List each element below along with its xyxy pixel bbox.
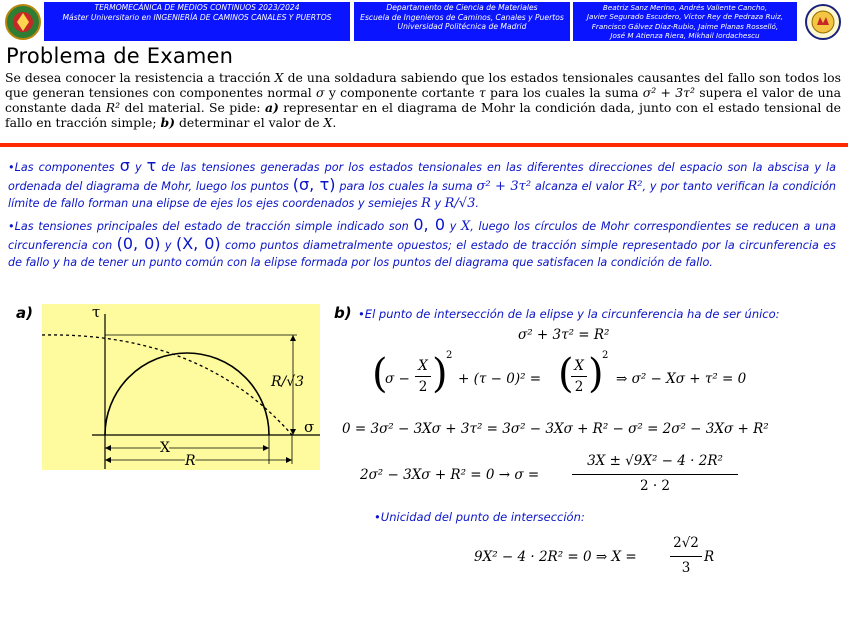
tau-axis-label: τ [92, 304, 101, 321]
header-course-box [44, 2, 350, 41]
eq2-middle: + (τ − 0)² = [458, 371, 542, 387]
equation-substitution: 0 = 3σ² − 3Xσ + 3τ² = 3σ² − 3Xσ + R² − σ² = 2σ² − 3Xσ + R² [342, 421, 769, 437]
frac2-den: 2 [574, 379, 584, 395]
paren-right-2: ) [588, 351, 604, 397]
result-bar [670, 556, 702, 557]
department: Departamento de Ciencia de Materiales [386, 3, 538, 12]
course-degree: Máster Universitario en INGENIERÍA DE CAMINOS CANALES Y PUERTOS [62, 12, 332, 22]
header-authors-box [573, 2, 797, 41]
quadratic-bar [572, 474, 738, 475]
eq2-right: ⇒ σ² − Xσ + τ² = 0 [616, 371, 747, 387]
school: Escuela de Ingenieros de Caminos, Canales y Puertos [360, 12, 564, 22]
mohr-circle [105, 353, 269, 435]
part-a-label: a) [16, 304, 33, 322]
section-divider [0, 143, 848, 147]
x-dimension-label: X [160, 440, 170, 456]
x-dim-arrow-left-icon [105, 445, 111, 451]
mohr-diagram [42, 304, 320, 470]
r-dim-arrow-left-icon [105, 457, 111, 463]
result-num: 2√2 [673, 535, 699, 551]
bullet-ellipse-explanation: •Las componentes σ y τ de las tensiones generadas por los estados tensionales en las diferentes direcciones del espacio son la abscisa y la ordenada del diagrama de Mohr, luego los puntos (σ, τ) para los cuales la suma σ² + 3τ² alcanza el valor R², y por tanto verifican la condición límite de fallo forman una elipse de ejes los ejes coordenados y semiejes R y R/√3. [8, 156, 837, 211]
semi-axis-label: R/√3 [271, 374, 305, 390]
r-dim-arrow-right-icon [286, 457, 292, 463]
failure-ellipse [42, 335, 292, 435]
paren-right: ) [432, 351, 448, 397]
frac2-num: X [574, 358, 584, 374]
problem-statement: Se desea conocer la resistencia a tracción X de una soldadura sabiendo que los estados tensionales causantes del fallo son todos los que generan tensiones con componentes normal σ y componente cortante τ para los cuales la suma σ² + 3τ² supera el valor de una constante dada R² del material. Se pide: a) representar en el diagrama de Mohr la condición dada, junto con el estado tensional de fallo en tracción simple; b) determinar el valor de X. [5, 70, 841, 130]
quadratic-left: 2σ² − 3Xσ + R² = 0 → σ = [360, 467, 540, 483]
part-b-intro: •El punto de intersección de la elipse y la circunferencia ha de ser único: [358, 307, 780, 321]
quadratic-num: 3X ± √9X² − 4 · 2R² [587, 453, 723, 469]
frac1-num: X [418, 358, 428, 374]
frac1-bar [415, 376, 431, 377]
authors-line-3: Francisco Gálvez Díaz-Rubio, Jaime Planas Rosselló, [591, 21, 779, 31]
bullet-circle-explanation: •Las tensiones principales del estado de tracción simple indicado son 0, 0 y X, luego los círculos de Mohr correspondientes se reducen a una circunferencia con (0, 0) y (X, 0) como puntos diametralmente opuestos; el estado de tracción simple representado por la circunferencia es de fallo y ha de tener un punto común con la elipse formada por los puntos del diagrama que satisfacen la condición de fallo. [8, 215, 837, 269]
authors-line-2: Javier Segurado Escudero, Víctor Rey de Pedraza Ruiz, [586, 12, 784, 22]
university: Universidad Politécnica de Madrid [397, 22, 527, 32]
page-title: Problema de Examen [6, 44, 234, 68]
course-title: TERMOMECÁNICA DE MEDIOS CONTINUOS 2023/2024 [94, 3, 300, 12]
university-crest-icon [4, 3, 42, 41]
exp2: 2 [602, 350, 609, 361]
x-dim-arrow-right-icon [263, 445, 269, 451]
part-b-label: b) [334, 304, 352, 322]
paren-left-2: ( [558, 351, 574, 397]
result-den: 3 [681, 560, 691, 576]
sigma-axis-label: σ [304, 418, 315, 436]
sigma-minus: σ − [385, 371, 410, 387]
authors-line-4: José M Atienza Riera, Mikhail Iordachescu [610, 31, 760, 41]
upm-seal-icon [804, 3, 842, 41]
uniqueness-note: •Unicidad del punto de intersección: [374, 510, 585, 524]
header-department-box [354, 2, 570, 41]
authors-line-1: Beatriz Sanz Merino, Andrés Valiente Cancho, [602, 3, 768, 12]
frac2-bar [571, 376, 587, 377]
equation-ellipse: σ² + 3τ² = R² [518, 327, 610, 343]
quadratic-den: 2 · 2 [639, 478, 671, 494]
mohr-diagram-svg [42, 304, 320, 470]
paren-left: ( [372, 351, 388, 397]
exp1: 2 [446, 350, 453, 361]
result-left: 9X² − 4 · 2R² = 0 ⇒ X = [474, 549, 637, 565]
dim-arrow-up-icon [290, 335, 296, 341]
result-r: R [704, 549, 715, 565]
r-dimension-label: R [185, 453, 196, 469]
frac1-den: 2 [418, 379, 428, 395]
